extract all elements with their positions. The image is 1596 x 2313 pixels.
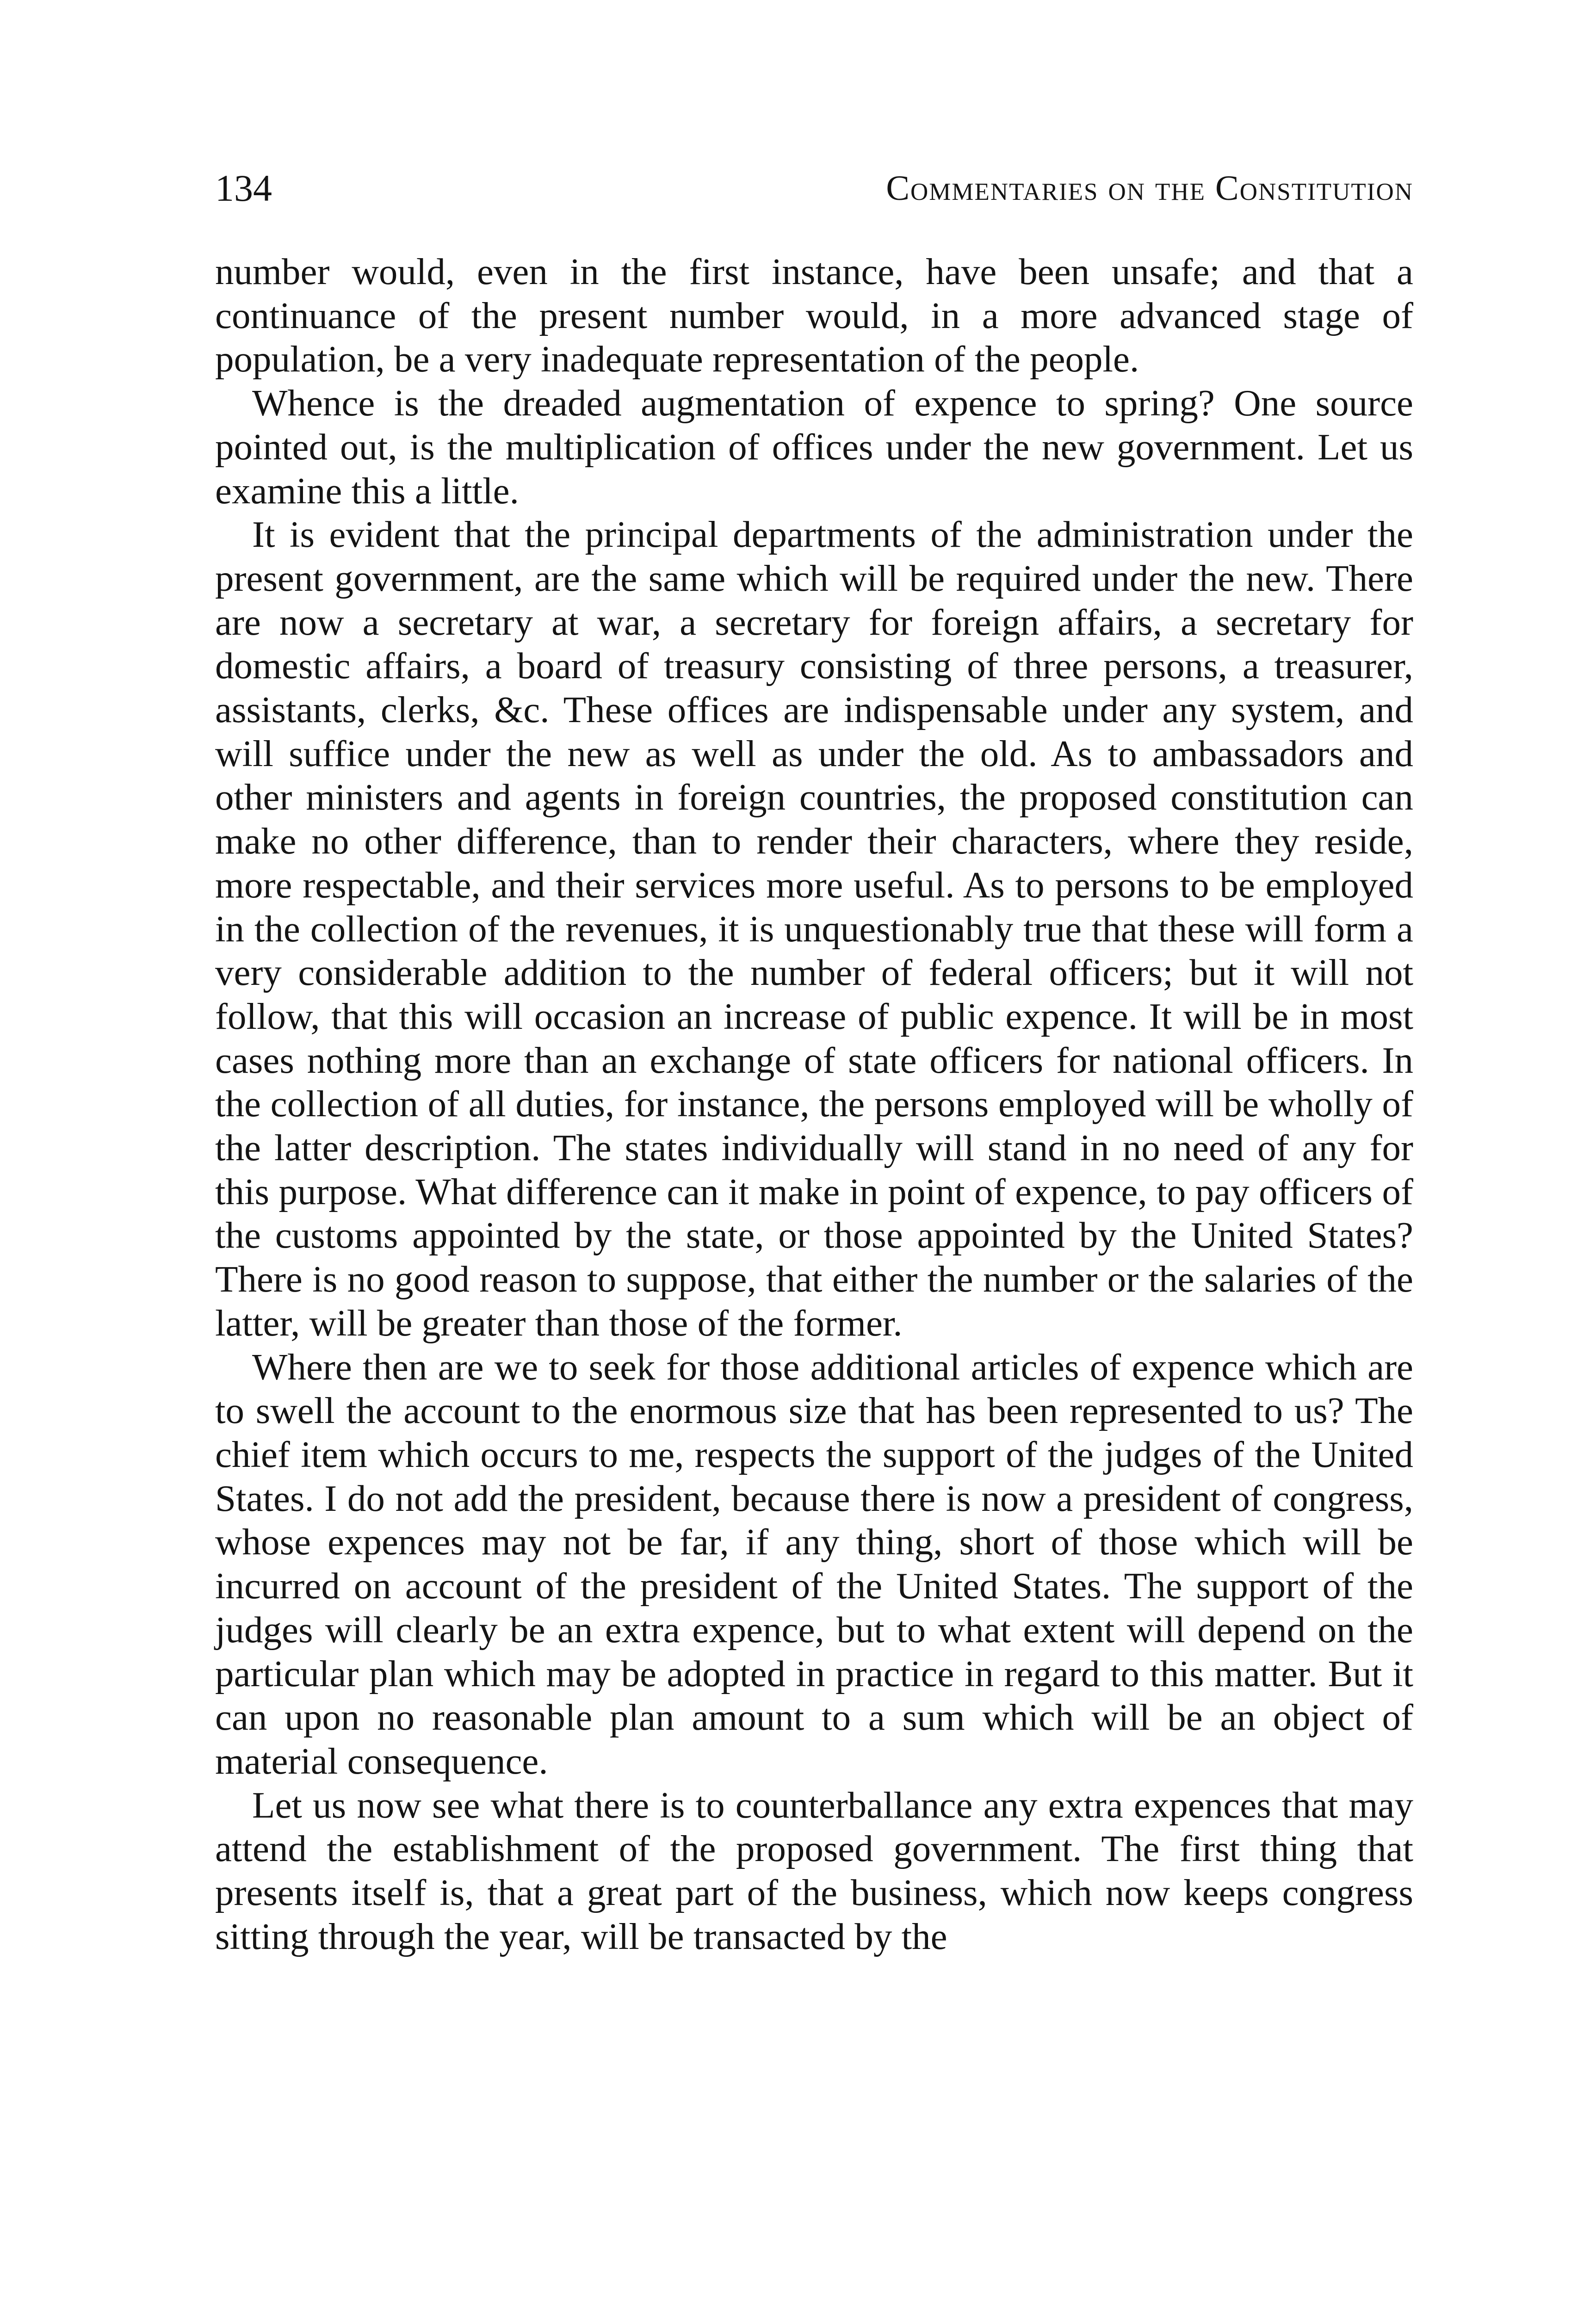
body-text [215, 250, 1413, 1958]
page-number: 134 [215, 167, 272, 209]
paragraph-additional-expence: Where then are we to seek for those additional articles of expence which are to swell the account to the enormous size that has been represented to us? The chief item which occurs to me, respects the support of the judges of the United States. I do not add the president, because there is now a president of congress, whose expences may not be far, if any thing, short of those which will be incurred on account of the president of the United States. The support of the judges will clearly be an extra expence, but to what extent will depend on the particular plan which may be adopted in practice in regard to this matter. But it can upon no reasonable plan amount to a sum which will be an object of material consequence. [215, 1346, 1413, 1782]
paragraph-expence-source: Whence is the dreaded augmentation of expence to spring? One source pointed out, is the multiplication of offices under the new government. Let us examine this a little. [215, 382, 1413, 512]
paragraph-departments: It is evident that the principal departments of the administration under the present government, are the same which will be required under the new. There are now a secretary at war, a secretary for foreign affairs, a secretary for domestic affairs, a board of treasury consisting of three persons, a treasurer, assistants, clerks, &c. These offices are indispensable under any system, and will suffice under the new as well as under the old. As to ambassadors and other ministers and agents in foreign countries, the proposed constitution can make no other difference, than to render their characters, where they reside, more respectable, and their services more useful. As to persons to be employed in the collection of the revenues, it is unquestionably true that these will form a very considerable addition to the number of federal officers; but it will not follow, that this will occasion an increase of public expence. It will be in most cases nothing more than an exchange of state officers for national officers. In the collection of all duties, for instance, the persons employed will be wholly of the latter description. The states individually will stand in no need of any for this purpose. What difference can it make in point of expence, to pay officers of the customs appointed by the state, or those appointed by the United States? There is no good reason to suppose, that either the number or the salaries of the latter, will be greater than those of the former. [215, 513, 1413, 1344]
paragraph-continued: number would, even in the first instance, have been unsafe; and that a continuance of the present number would, in a more advanced stage of population, be a very inadequate representation of the people. [215, 251, 1413, 380]
page-header [215, 163, 1413, 214]
paragraph-counterbalance: Let us now see what there is to counterballance any extra expences that may attend the establishment of the proposed government. The first thing that presents itself is, that a great part of the business, which now keeps congress sitting through the year, will be transacted by the [215, 1784, 1413, 1957]
running-head: Commentaries on the Constitution [886, 169, 1413, 208]
